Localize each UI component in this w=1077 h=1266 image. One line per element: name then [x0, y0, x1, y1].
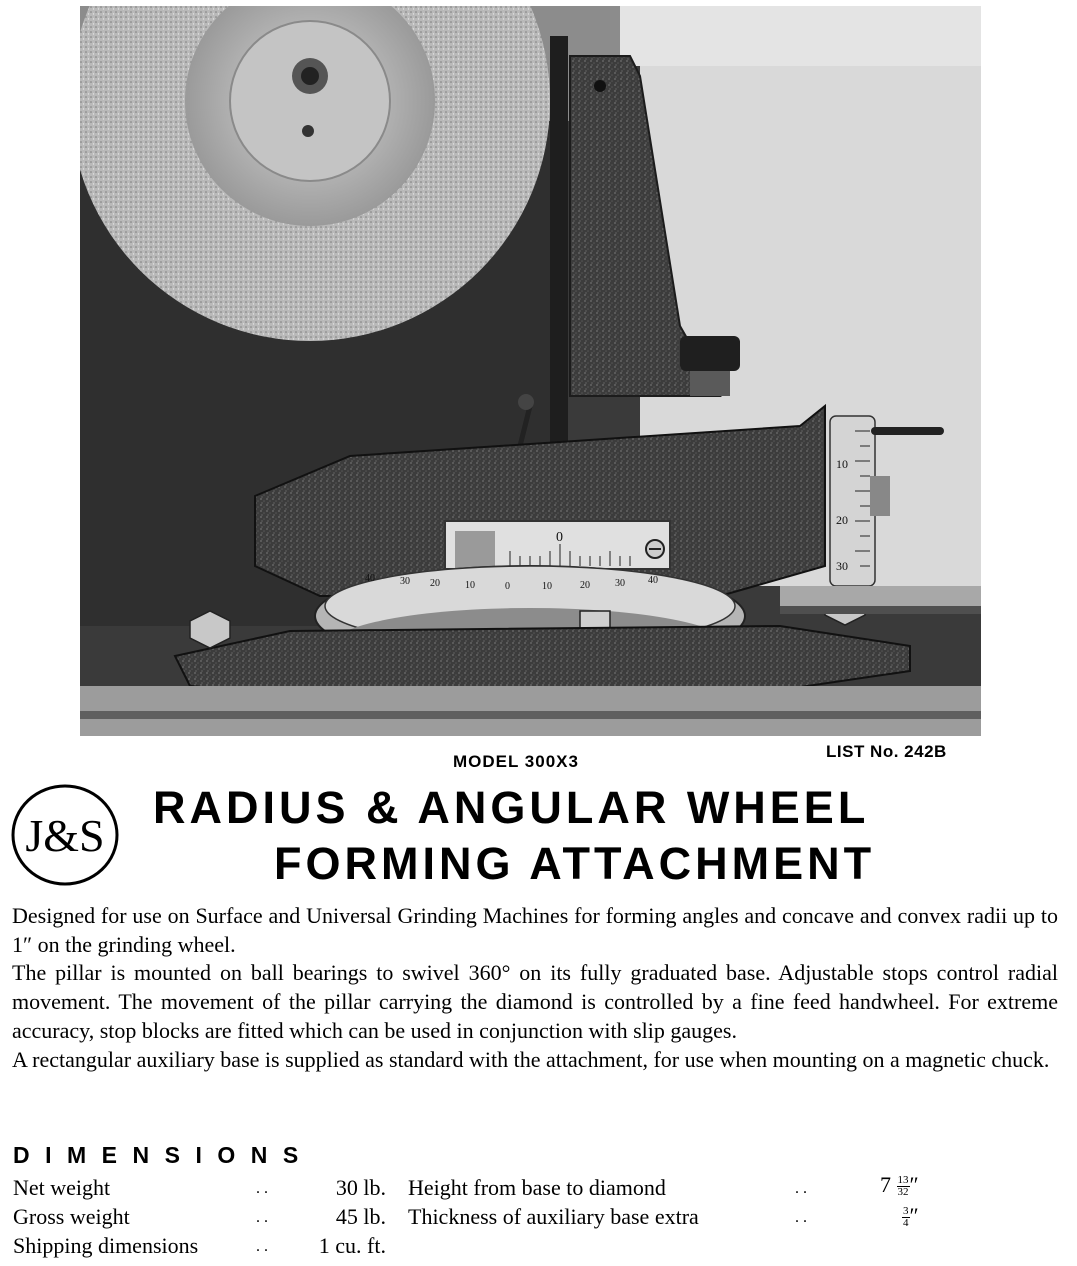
- svg-text:40: 40: [365, 573, 375, 584]
- svg-text:30: 30: [615, 578, 625, 589]
- page-title-line1: RADIUS & ANGULAR WHEEL: [153, 782, 870, 833]
- dim-label: Height from base to diamond: [408, 1175, 666, 1200]
- description-paragraph: A rectangular auxiliary base is supplied as standard with the attachment, for use when mounting on a magnetic chuck.: [12, 1046, 1050, 1072]
- handwheel-number: 20: [836, 513, 848, 527]
- dim-leader: . .: [256, 1209, 268, 1226]
- svg-text:30: 30: [400, 576, 410, 587]
- dim-value: 30 lb.: [335, 1175, 386, 1200]
- attachment-illustration: [80, 6, 981, 736]
- svg-text:0: 0: [505, 581, 510, 592]
- svg-text:10: 10: [465, 580, 475, 591]
- description-paragraph: The pillar is mounted on ball bearings to swivel 360° on its fully graduated base. Adjustable stops control radial movement. The movement of the pillar carrying the diamond is controlled by a fine feed handwheel. For extreme accuracy, stop blocks are fitted which can be used in conjunction with slip gauges.: [12, 960, 1058, 1043]
- dim-leader: . .: [795, 1180, 807, 1197]
- dim-value-unit: ″: [909, 1172, 919, 1197]
- description-paragraph: Designed for use on Surface and Universal Grinding Machines for forming angles and concave and convex radii up to 1″ on the grinding wheel.: [12, 903, 1058, 957]
- page-title-line2: FORMING ATTACHMENT: [274, 838, 876, 889]
- svg-text:10: 10: [542, 581, 552, 592]
- handwheel-number: 30: [836, 559, 848, 573]
- list-number: LIST No. 242B: [826, 742, 947, 761]
- dim-value: 1 cu. ft.: [318, 1233, 386, 1258]
- dimensions-heading: DIMENSIONS: [13, 1142, 314, 1168]
- dim-value-fraction: $\frac{3}{4}$: [903, 1205, 909, 1230]
- dim-leader: . .: [795, 1209, 807, 1226]
- slide-scale-zero: 0: [556, 530, 563, 545]
- description: [12, 902, 1058, 1074]
- dim-value: [902, 1203, 962, 1229]
- dim-label: Shipping dimensions: [13, 1233, 199, 1258]
- logo-lettering: J&S: [25, 810, 105, 861]
- dim-leader: . .: [256, 1180, 268, 1197]
- dim-value: [880, 1172, 975, 1198]
- dim-value-fraction: $\frac{13}{32}$: [897, 1174, 909, 1199]
- svg-text:20: 20: [580, 580, 590, 591]
- js-logo: [10, 783, 120, 887]
- svg-text:40: 40: [648, 575, 658, 586]
- product-photo: [80, 6, 981, 736]
- model-number: MODEL 300X3: [453, 752, 579, 771]
- handwheel-number: 10: [836, 457, 848, 471]
- dim-value: 45 lb.: [335, 1204, 386, 1229]
- dim-leader: . .: [256, 1238, 268, 1255]
- dim-value-whole: 7: [880, 1172, 891, 1197]
- svg-text:20: 20: [430, 578, 440, 589]
- dim-label: Thickness of auxiliary base extra: [408, 1204, 699, 1229]
- dim-value-unit: ″: [909, 1203, 919, 1228]
- dim-label: Gross weight: [13, 1204, 130, 1229]
- dim-label: Net weight: [13, 1175, 111, 1200]
